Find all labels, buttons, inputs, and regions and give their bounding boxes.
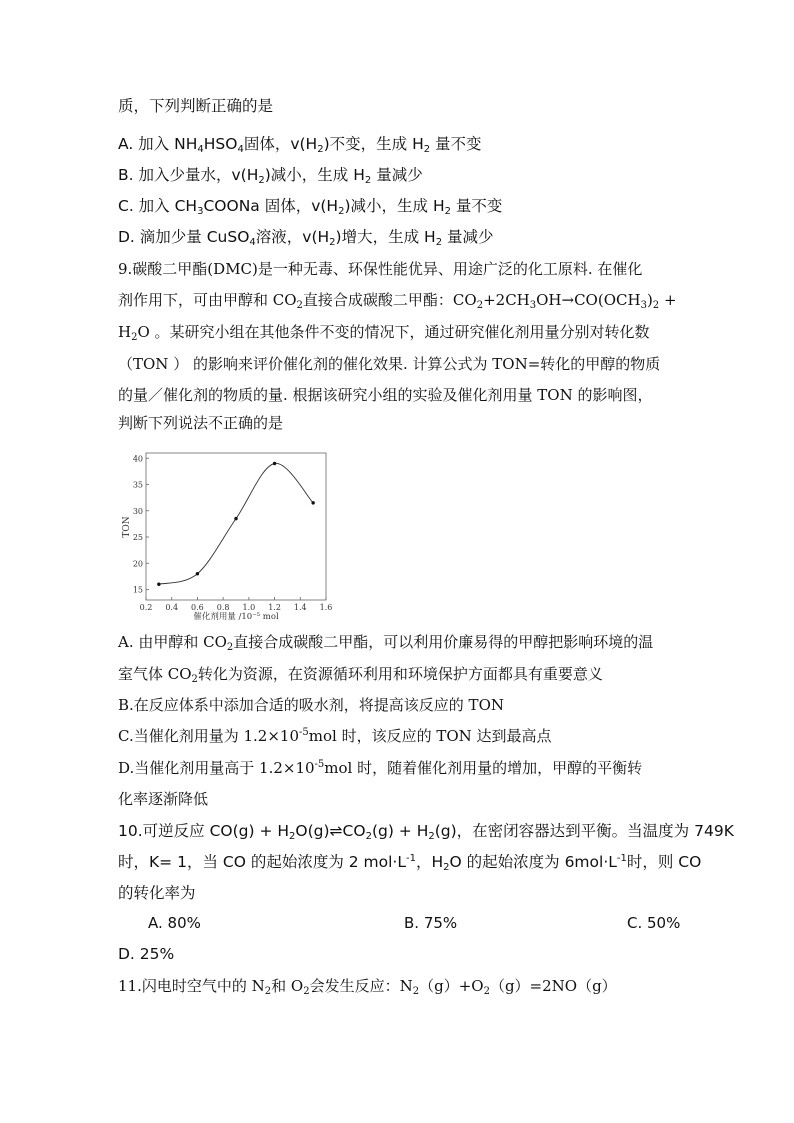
chart-frame xyxy=(146,453,326,600)
q10-option-a: A. 80% xyxy=(148,914,201,932)
y-tick-label: 25 xyxy=(132,533,143,542)
q8-option-a: A. 加入 $NH_4HSO_4$固体，$v(H_2)$不变，生成 $H_2$ 量不变 xyxy=(118,135,482,155)
q9-line-1: 9.碳酸二甲酯(DMC)是一种无毒、环保性能优异、用途广泛的化工原料. 在催化 xyxy=(118,260,643,278)
ton-chart xyxy=(118,447,340,623)
data-point xyxy=(234,517,237,520)
data-point xyxy=(273,462,276,465)
q8-stem-tail: 质，下列判断正确的是 xyxy=(118,97,274,115)
q10-option-c: C. 50% xyxy=(627,914,681,932)
x-tick-label: 0.6 xyxy=(191,603,204,612)
ton-curve xyxy=(159,463,313,584)
x-tick-label: 1.4 xyxy=(293,603,307,612)
q9-option-d-line-2: 化率逐渐降低 xyxy=(118,790,209,808)
data-point xyxy=(157,583,160,586)
y-tick-label: 40 xyxy=(132,454,143,464)
q10-option-b: B. 75% xyxy=(404,914,458,932)
q11-line-1: 11.闪电时空气中的 $N_2$和 $O_2$会发生反应：$N_2(g)+O_2(g)=2NO(g)$ xyxy=(118,977,617,997)
q9-line-6: 判断下列说法不正确的是 xyxy=(118,414,284,432)
x-tick-label: 1.2 xyxy=(268,603,281,612)
q8-option-d: D. 滴加少量 CuSO$_4$溶液，$v(H_2)$增大，生成 $H_2$ 量减少 xyxy=(118,228,494,248)
q10-option-d: D. 25% xyxy=(118,945,175,963)
x-tick-label: 1.6 xyxy=(319,603,333,612)
q8-option-c: C. 加入 $CH_3COONa$ 固体，$v(H_2)$减小，生成 $H_2$ 量不变 xyxy=(118,197,503,217)
data-point xyxy=(311,501,314,504)
x-tick-label: 0.2 xyxy=(139,603,153,612)
q8-option-b: B. 加入少量水，$v(H_2)$减小，生成 $H_2$ 量减少 xyxy=(118,166,423,186)
x-tick-label: 1.0 xyxy=(242,603,256,612)
q9-option-b: B.在反应体系中添加合适的吸水剂，将提高该反应的 TON xyxy=(118,696,504,714)
y-tick-label: 20 xyxy=(132,559,143,569)
x-tick-label: 0.4 xyxy=(165,603,179,612)
q10-line-1: 10.可逆反应 $CO(g) + H_2O(g)\rightleftharpoons CO_2(g) + H_2(g)$，在密闭容器达到平衡。当温度为 749K xyxy=(118,822,734,842)
q10-line-2: 时，K= 1，当 CO 的起始浓度为 2 $mol\cdot L^{-1}$，$H_2O$ 的起始浓度为 $6mol\cdot L^{-1}$时，则 CO xyxy=(118,853,702,873)
q9-line-5: 的量／催化剂的物质的量. 根据该研究小组的实验及催化剂用量 TON 的影响图， xyxy=(118,386,653,404)
q9-option-a-line-2: 室气体 $CO_2$转化为资源，在资源循环利用和环境保护方面都具有重要意义 xyxy=(118,665,603,685)
q9-option-a-line-1: A. 由甲醇和 $CO_2$直接合成碳酸二甲酯，可以利用价廉易得的甲醇把影响环境的温 xyxy=(118,633,654,653)
q9-line-3: $H_2O$ 。某研究小组在其他条件不变的情况下，通过研究催化剂用量分别对转化数 xyxy=(118,323,650,343)
q9-line-2: 剂作用下，可由甲醇和 $CO_2$直接合成碳酸二甲酯：$CO_2+2CH_3OH\to CO(OCH_3)_2$ + xyxy=(118,291,677,311)
y-tick-label: 30 xyxy=(132,506,143,516)
y-tick-label: 15 xyxy=(132,585,143,595)
y-axis-label: TON xyxy=(122,516,132,538)
q10-line-3: 的转化率为 xyxy=(118,884,196,902)
q9-option-d-line-1: D.当催化剂用量高于 $1.2\times 10^{-5}mol$ 时，随着催化剂用量的增加，甲醇的平衡转 xyxy=(118,759,643,777)
y-tick-label: 35 xyxy=(132,480,143,490)
x-axis-label: 催化剂用量 /10⁻⁵ mol xyxy=(193,612,279,622)
q9-line-4: （TON ） 的影响来评价催化剂的催化效果. 计算公式为 TON=转化的甲醇的物质 xyxy=(118,355,661,373)
q9-option-c: C.当催化剂用量为 $1.2\times 10^{-5}mol$ 时，该反应的 TON 达到最高点 xyxy=(118,727,552,745)
x-tick-label: 0.8 xyxy=(216,603,230,612)
data-point xyxy=(196,572,199,575)
